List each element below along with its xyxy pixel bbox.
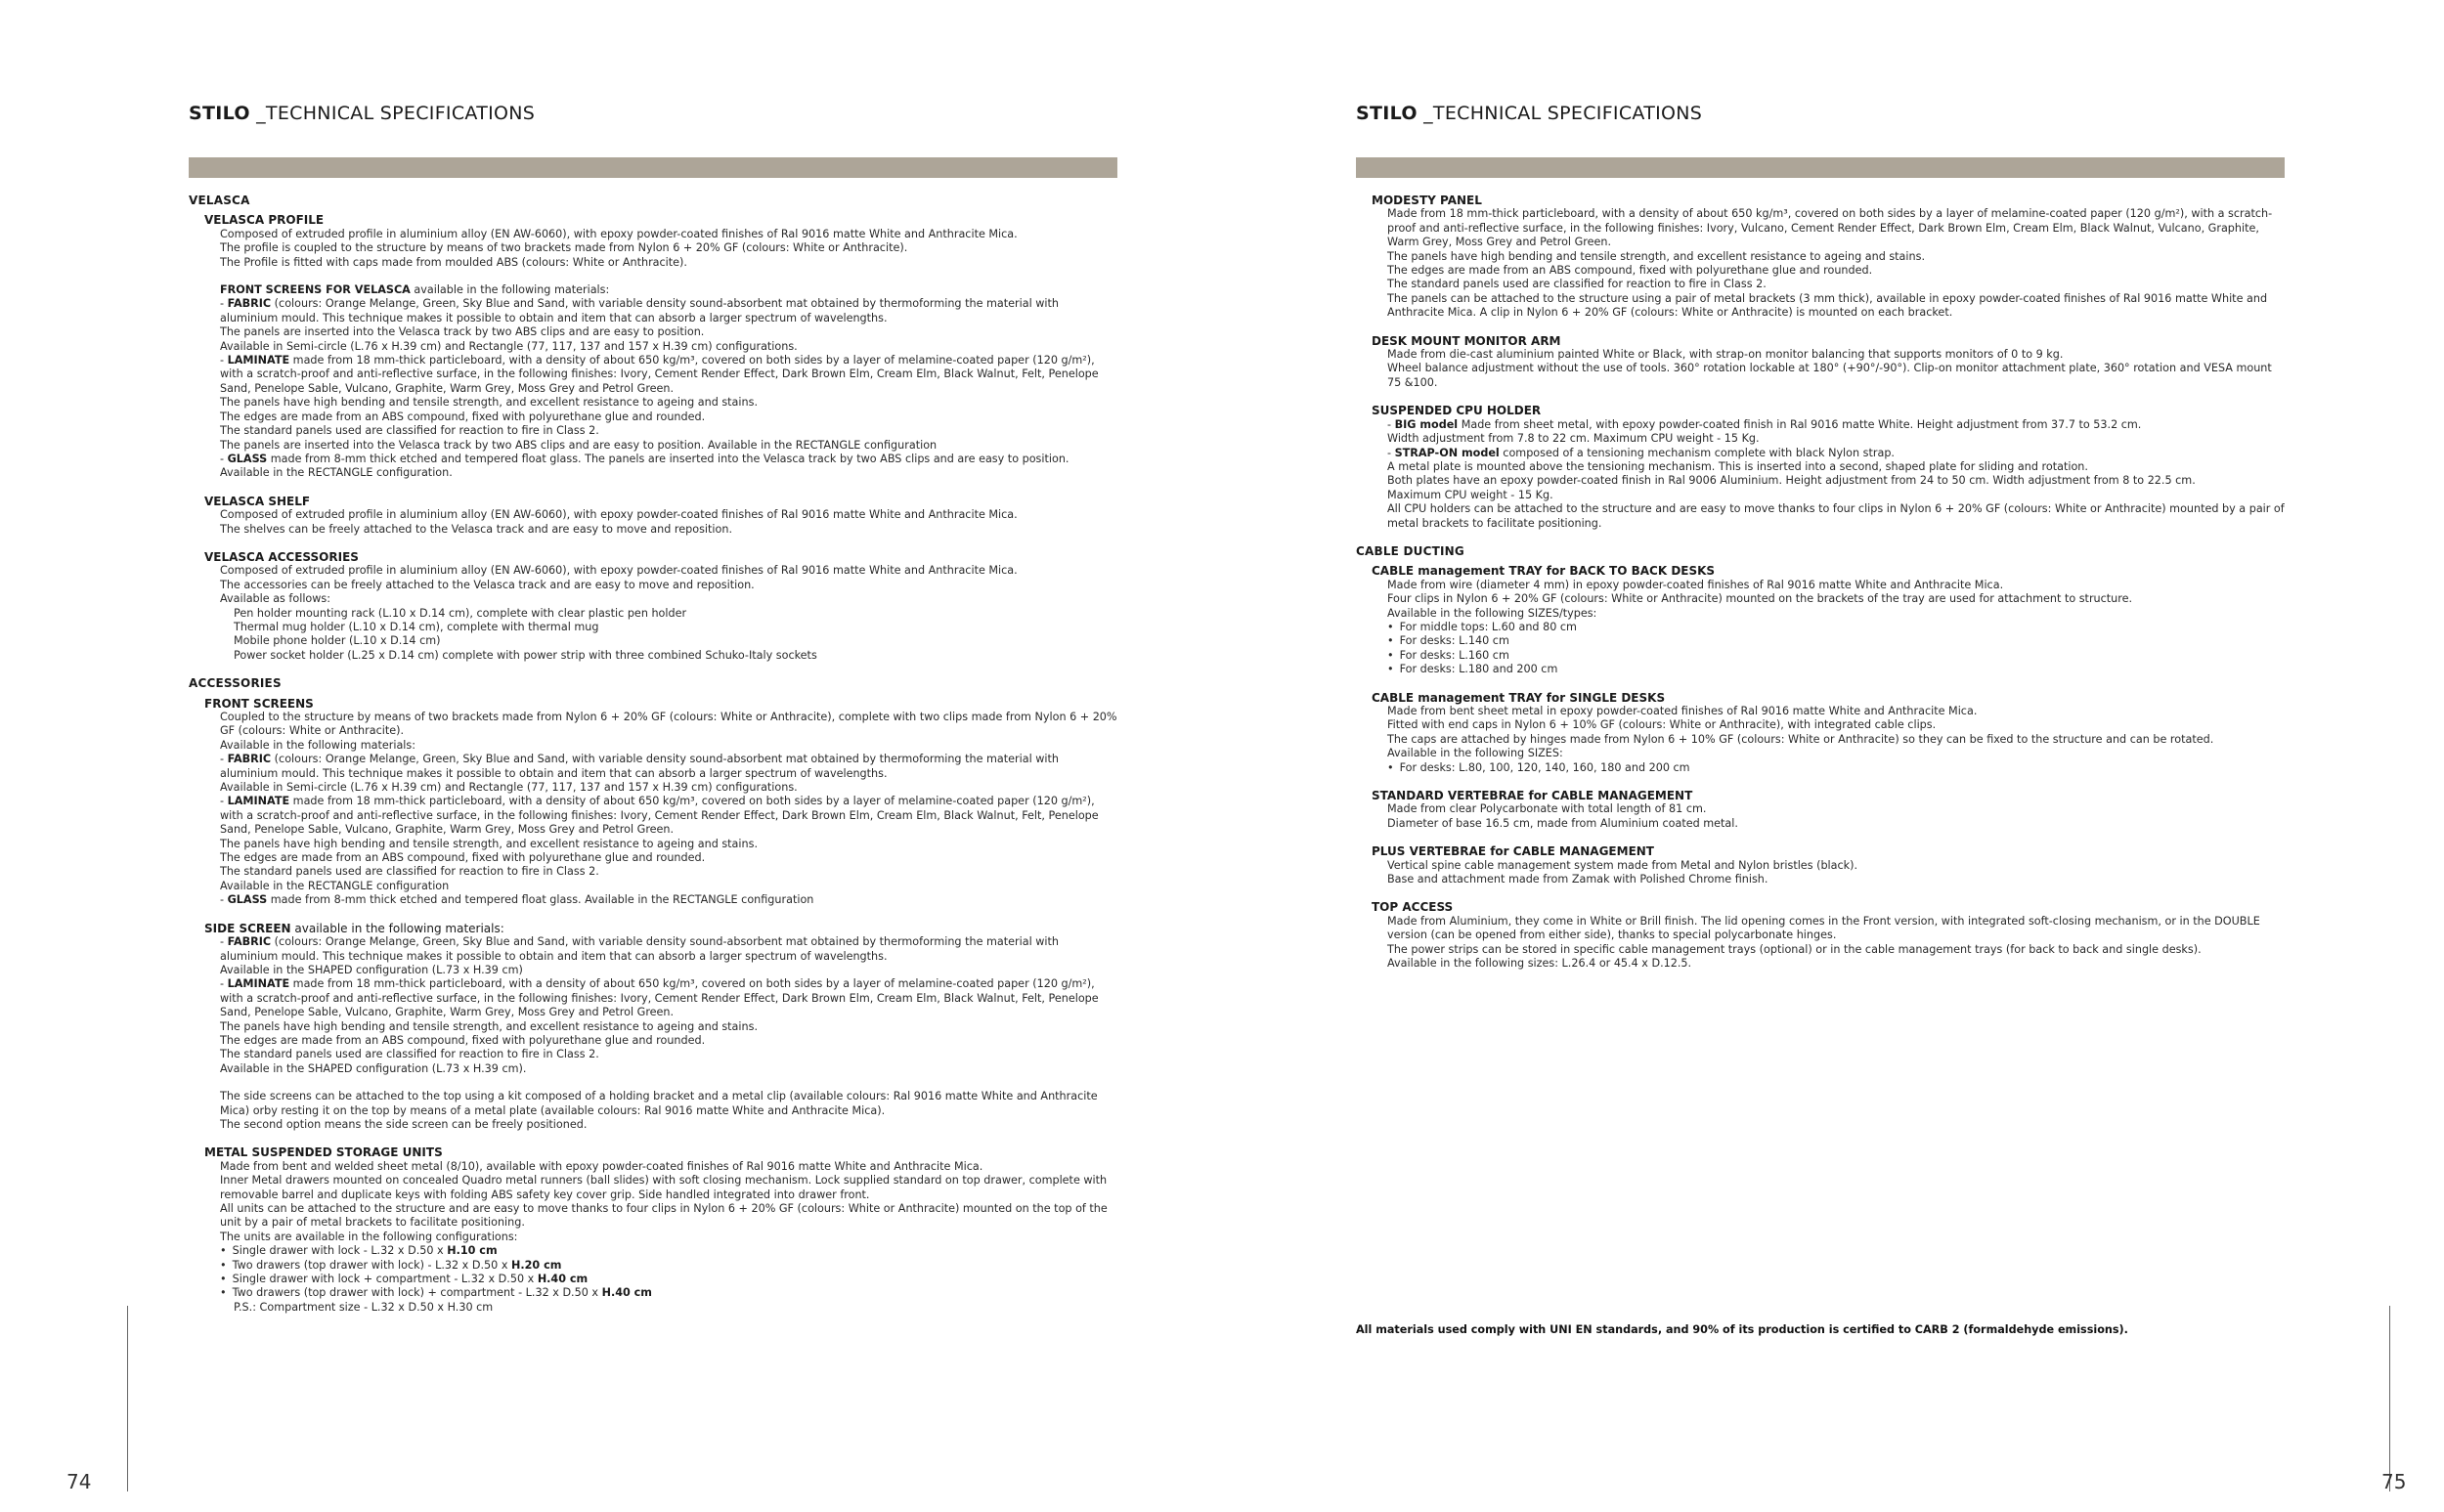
item-title-text: VELASCA SHELF xyxy=(204,494,311,508)
text-line: - LAMINATE made from 18 mm-thick particleboard, with a density of about 650 kg/m³, covered on both sides by a layer of melamine-coated paper (120 g/m²), with a scratch-proof and anti-reflective surface, in the following finishes: Ivory, Cement Render Effect, Dark Brown Elm, Cream Elm, Black Walnut, Felt, Penelope Sand, Penelope Sable, Vulcano, Graphite, Warm Grey, Moss Grey and Petrol Green. xyxy=(220,354,1099,395)
subsection-title-rest: available in the following materials: xyxy=(410,283,610,297)
list-item: Pen holder mounting rack (L.10 x D.14 cm), complete with clear plastic pen holder xyxy=(234,606,687,620)
text-line: - GLASS made from 8-mm thick etched and tempered float glass. The panels are inserted into the Velasca track by two ABS clips and are easy to position. Available in the RECTANGLE configuration. xyxy=(220,452,1069,480)
keyword: GLASS xyxy=(227,452,268,465)
section-title: ACCESSORIES xyxy=(189,676,282,691)
text-line: The accessories can be freely attached to the Velasca track and are easy to move and reposition. xyxy=(220,578,755,591)
text-line: The panels are inserted into the Velasca track by two ABS clips and are easy to position. Available in the RECTANGLE configuration xyxy=(220,438,938,452)
text-line: The panels have high bending and tensile strength, and excellent resistance to ageing and stains. xyxy=(1387,249,1926,263)
header-bar xyxy=(1356,157,2285,178)
item-body xyxy=(1387,348,2285,390)
text-line: A metal plate is mounted above the tensioning mechanism. This is inserted into a second, shaped plate for sliding and rotation. xyxy=(1387,459,2088,473)
text-line: The standard panels used are classified for reaction to fire in Class 2. xyxy=(220,865,599,879)
right-page xyxy=(1222,0,2444,1512)
item-title xyxy=(204,922,1117,935)
item-title: DESK MOUNT MONITOR ARM xyxy=(1372,333,1561,348)
keyword: FABRIC xyxy=(227,297,272,311)
text-line: Available in the following sizes: L.26.4 or 45.4 x D.12.5. xyxy=(1387,957,1692,971)
text-line: The profile is coupled to the structure by means of two brackets made from Nylon 6 + 20% GF (colours: White or Anthracite). xyxy=(220,241,908,255)
text-line: Made from wire (diameter 4 mm) in epoxy powder-coated finishes of Ral 9016 matte White and Anthracite Mica. xyxy=(1387,578,2004,591)
subsection-title-text: FRONT SCREENS FOR VELASCA xyxy=(220,283,411,297)
text-line: The second option means the side screen can be freely positioned. xyxy=(220,1117,588,1131)
text-line: Available in the SHAPED configuration (L.73 x H.39 cm). xyxy=(220,1061,527,1075)
text-line: Composed of extruded profile in aluminium alloy (EN AW-6060), with epoxy powder-coated finishes of Ral 9016 matte White and Anthracite Mica. xyxy=(220,564,1018,578)
right-content xyxy=(1356,194,2285,985)
list-item: • For desks: L.160 cm xyxy=(1387,649,2285,663)
text-line: - FABRIC (colours: Orange Melange, Green, Sky Blue and Sand, with variable density sound-absorbent mat obtained by thermoforming the material with aluminium mould. This technique makes it possible to obtain and item that can absorb a larger spectrum of wavelengths. xyxy=(220,753,1059,780)
item-title: MODESTY PANEL xyxy=(1372,194,1482,207)
text-line: Made from 18 mm-thick particleboard, with a density of about 650 kg/m³, covered on both sides by a layer of melamine-coated paper (120 g/m²), with a scratch-proof and anti-reflective surface, in the following finishes: Ivory, Vulcano, Cement Render Effect, Dark Brown Elm, Cream Elm, Black Walnut, Vulcano, Graphite, Warm Grey, Moss Grey and Petrol Green. xyxy=(1387,207,2273,249)
keyword: LAMINATE xyxy=(227,795,290,808)
keyword: GLASS xyxy=(227,893,268,907)
text-line: The edges are made from an ABS compound, fixed with polyurethane glue and rounded. xyxy=(220,851,706,865)
text-line: Wheel balance adjustment without the use of tools. 360° rotation lockable at 180° (+90°/-90°). Clip-on monitor attachment plate, 360° rotation and VESA mount 75 &100. xyxy=(1387,362,2272,389)
item-title: CABLE management TRAY for BACK TO BACK DESKS xyxy=(1372,564,1716,579)
item-title: STANDARD VERTEBRAE for CABLE MANAGEMENT xyxy=(1372,789,1693,803)
item-title xyxy=(204,697,1117,711)
item-title: PLUS VERTEBRAE for CABLE MANAGEMENT xyxy=(1372,844,1654,859)
text-line: The caps are attached by hinges made from Nylon 6 + 10% GF (colours: White or Anthracite) so they can be fixed to the structure and can be rotated. xyxy=(1387,732,2214,746)
text-line: Inner Metal drawers mounted on concealed Quadro metal runners (ball slides) with soft closing mechanism. Lock supplied standard on top drawer, complete with removable barrel and duplicate keys with folding ABS safety key cover grip. Side handled integrated into drawer front. xyxy=(220,1174,1108,1201)
text-line: The shelves can be freely attached to the Velasca track and are easy to move and reposition. xyxy=(220,522,733,536)
page-number: 74 xyxy=(66,1470,92,1493)
item-body xyxy=(220,1160,1117,1315)
item-body xyxy=(220,564,1117,663)
item-title xyxy=(204,495,1117,508)
text-line: The edges are made from an ABS compound, fixed with polyurethane glue and rounded. xyxy=(220,1033,706,1047)
text-line: The side screens can be attached to the top using a kit composed of a holding bracket and a metal clip (available colours: Ral 9016 matte White and Anthracite Mica) orby resting it on the top by means of a metal plate (available colours: Ral 9016 matte White and Anthracite Mica). xyxy=(220,1090,1098,1117)
item-body xyxy=(1387,579,2285,677)
text-line: Both plates have an epoxy powder-coated finish in Ral 9006 Aluminium. Height adjustment from 24 to 50 cm. Width adjustment from 8 to 22.5 cm. xyxy=(1387,474,2196,488)
text-line: Composed of extruded profile in aluminium alloy (EN AW-6060), with epoxy powder-coated finishes of Ral 9016 matte White and Anthracite Mica. xyxy=(220,227,1018,240)
text-line: The panels have high bending and tensile strength, and excellent resistance to ageing and stains. xyxy=(220,837,759,850)
standard-vertebrae xyxy=(1372,789,2285,831)
text-line: - BIG model Made from sheet metal, with epoxy powder-coated finish in Ral 9016 matte White. Height adjustment from 37.7 to 53.2 cm. xyxy=(1387,417,2142,431)
keyword: FABRIC xyxy=(227,935,272,949)
text-line: Four clips in Nylon 6 + 20% GF (colours: White or Anthracite) mounted on the brackets of the tray are used for attachment to structure. xyxy=(1387,592,2133,606)
list-item: Thermal mug holder (L.10 x D.14 cm), complete with thermal mug xyxy=(234,620,599,633)
modesty-panel xyxy=(1372,194,2285,321)
item-body xyxy=(220,228,1117,481)
keyword: LAMINATE xyxy=(227,977,290,991)
item-title xyxy=(204,213,1117,227)
list-item: • For desks: L.180 and 200 cm xyxy=(1387,663,2285,676)
list-item-text: Single drawer with lock - L.32 x D.50 x xyxy=(232,1244,448,1258)
subsection-title xyxy=(220,283,1117,297)
item-title-text: METAL SUSPENDED STORAGE UNITS xyxy=(204,1145,443,1160)
text-line: The units are available in the following configurations: xyxy=(220,1230,518,1243)
item-body xyxy=(220,711,1117,908)
text-line: - GLASS made from 8-mm thick etched and tempered float glass. Available in the RECTANGLE configuration xyxy=(220,893,814,907)
text-line: All units can be attached to the structure and are easy to move thanks to four clips in Nylon 6 + 20% GF (colours: White or Anthracite) mounted on the top of the unit by a pair of metal brackets to facilitate positioning. xyxy=(220,1202,1108,1230)
text-line: Width adjustment from 7.8 to 22 cm. Maximum CPU weight - 15 Kg. xyxy=(1387,432,1760,446)
section-title: CABLE DUCTING xyxy=(1356,543,1464,558)
spec-item xyxy=(204,495,1117,537)
text-line: Maximum CPU weight - 15 Kg. xyxy=(1387,488,1553,501)
text-line: Made from bent sheet metal in epoxy powder-coated finishes of Ral 9016 matte White and Anthracite Mica. xyxy=(1387,705,1978,717)
text-line: Coupled to the structure by means of two brackets made from Nylon 6 + 20% GF (colours: White or Anthracite), complete with two clips made from Nylon 6 + 20% GF (colours: White or Anthracite). xyxy=(220,711,1117,738)
item-title: SUSPENDED CPU HOLDER xyxy=(1372,404,1542,418)
text-line: Available in Semi-circle (L.76 x H.39 cm) and Rectangle (77, 117, 137 and 157 x H.39 cm) configurations. xyxy=(220,339,798,353)
text-line: Made from clear Polycarbonate with total length of 81 cm. xyxy=(1387,802,1707,816)
header-bar xyxy=(189,157,1117,178)
text-line: Vertical spine cable management system made from Metal and Nylon bristles (black). xyxy=(1387,858,1858,872)
text-line: The panels have high bending and tensile strength, and excellent resistance to ageing and stains. xyxy=(220,396,759,410)
footnote-line: P.S.: Compartment size - L.32 x D.50 x H.30 cm xyxy=(234,1300,494,1314)
list-item-text: Two drawers (top drawer with lock) + compartment - L.32 x D.50 x xyxy=(232,1286,602,1300)
text-line: The power strips can be stored in specific cable management trays (optional) or in the cable management trays (for back to back and single desks). xyxy=(1387,942,2202,956)
spec-item xyxy=(204,922,1117,1133)
list-item: • For middle tops: L.60 and 80 cm xyxy=(1387,621,2285,634)
item-title-text: VELASCA ACCESSORIES xyxy=(204,549,359,564)
section-title: VELASCA xyxy=(189,194,250,207)
margin-rule xyxy=(2389,1306,2390,1491)
keyword: LAMINATE xyxy=(227,354,290,367)
left-content xyxy=(189,194,1117,1328)
item-body xyxy=(1387,418,2285,531)
text-line: - LAMINATE made from 18 mm-thick particleboard, with a density of about 650 kg/m³, covered on both sides by a layer of melamine-coated paper (120 g/m²), with a scratch-proof and anti-reflective surface, in the following finishes: Ivory, Cement Render Effect, Dark Brown Elm, Cream Elm, Black Walnut, Felt, Penelope Sand, Penelope Sable, Vulcano, Graphite, Warm Grey, Moss Grey and Petrol Green. xyxy=(220,977,1099,1019)
page-header-title: STILO _TECHNICAL SPECIFICATIONS xyxy=(1356,103,1703,124)
text-line: Made from Aluminium, they come in White or Brill finish. The lid opening comes in the Front version, with integrated soft-closing mechanism, or in the DOUBLE version (can be opened from either side), thanks to special polycarbonate hinges. xyxy=(1387,914,2260,942)
item-title xyxy=(204,1145,1117,1159)
item-title: CABLE management TRAY for SINGLE DESKS xyxy=(1372,690,1666,705)
top-access xyxy=(1372,900,2285,971)
item-body xyxy=(1387,915,2285,972)
cpu-holder xyxy=(1372,404,2285,531)
cable-tray-single xyxy=(1372,691,2285,775)
item-body xyxy=(1387,859,2285,887)
spacer xyxy=(220,270,1117,283)
text-line: Made from bent and welded sheet metal (8/10), available with epoxy powder-coated finishes of Ral 9016 matte White and Anthracite Mica. xyxy=(220,1159,983,1173)
list-item-height: H.40 cm xyxy=(601,1286,652,1300)
text-line: All CPU holders can be attached to the structure and are easy to move thanks to four clips in Nylon 6 + 20% GF (colours: White or Anthracite) mounted by a pair of metal brackets to facilitate positioning. xyxy=(1387,502,2285,530)
item-title-rest: available in the following materials: xyxy=(290,921,504,935)
text-line: Available in the following SIZES/types: xyxy=(1387,606,1597,620)
spec-item xyxy=(204,550,1117,663)
text-line: - FABRIC (colours: Orange Melange, Green, Sky Blue and Sand, with variable density sound-absorbent mat obtained by thermoforming the material with aluminium mould. This technique makes it possible to obtain and item that can absorb a larger spectrum of wavelengths. xyxy=(220,935,1059,963)
text-line: Base and attachment made from Zamak with Polished Chrome finish. xyxy=(1387,873,1768,886)
list-item-height: H.40 cm xyxy=(537,1273,589,1286)
list-item-height: H.20 cm xyxy=(511,1258,562,1272)
text-line: The standard panels used are classified for reaction to fire in Class 2. xyxy=(220,1048,599,1061)
text-line: The edges are made from an ABS compound, fixed with polyurethane glue and rounded. xyxy=(1387,264,1873,278)
list-item: Power socket holder (L.25 x D.14 cm) complete with power strip with three combined Schuko-Italy sockets xyxy=(234,648,817,662)
page-number: 75 xyxy=(2381,1470,2407,1493)
list-item-text: Two drawers (top drawer with lock) - L.32 x D.50 x xyxy=(232,1258,511,1272)
item-title: TOP ACCESS xyxy=(1372,900,1454,915)
text-line: The panels are inserted into the Velasca track by two ABS clips and are easy to position. xyxy=(220,325,705,339)
text-line: The panels have high bending and tensile strength, and excellent resistance to ageing and stains. xyxy=(220,1019,759,1033)
list-item-height: H.10 cm xyxy=(447,1244,498,1258)
monitor-arm xyxy=(1372,334,2285,391)
text-line: The panels can be attached to the structure using a pair of metal brackets (3 mm thick), available in epoxy powder-coated finishes of Ral 9016 matte White and Anthracite Mica. A clip in Nylon 6 + 20% GF (colours: White or Anthracite) is mounted on each bracket. xyxy=(1387,291,2268,320)
item-body xyxy=(1387,802,2285,831)
text-line: Available in Semi-circle (L.76 x H.39 cm) and Rectangle (77, 117, 137 and 157 x H.39 cm) configurations. xyxy=(220,781,798,795)
item-body xyxy=(220,508,1117,537)
spec-item xyxy=(204,697,1117,908)
list-item xyxy=(220,1273,1117,1286)
text-line: Fitted with end caps in Nylon 6 + 10% GF (colours: White or Anthracite), with integrated cable clips. xyxy=(1387,718,1937,732)
text-line: - LAMINATE made from 18 mm-thick particleboard, with a density of about 650 kg/m³, covered on both sides by a layer of melamine-coated paper (120 g/m²), with a scratch-proof and anti-reflective surface, in the following finishes: Ivory, Cement Render Effect, Dark Brown Elm, Cream Elm, Black Walnut, Felt, Penelope Sand, Penelope Sable, Vulcano, Graphite, Warm Grey, Moss Grey and Petrol Green. xyxy=(220,795,1099,837)
margin-rule xyxy=(127,1306,128,1491)
list-item xyxy=(220,1286,1117,1300)
text-line: - STRAP-ON model composed of a tensioning mechanism complete with black Nylon strap. xyxy=(1387,446,1895,459)
item-title-text: FRONT SCREENS xyxy=(204,696,314,711)
item-body xyxy=(220,935,1117,1132)
plus-vertebrae xyxy=(1372,844,2285,886)
list-item xyxy=(220,1259,1117,1273)
text-line: The Profile is fitted with caps made from moulded ABS (colours: White or Anthracite). xyxy=(220,255,687,269)
text-line: The edges are made from an ABS compound, fixed with polyurethane glue and rounded. xyxy=(220,410,706,423)
text-line: Made from die-cast aluminium painted White or Black, with strap-on monitor balancing that supports monitors of 0 to 9 kg. xyxy=(1387,348,2064,362)
page-header-title: STILO _TECHNICAL SPECIFICATIONS xyxy=(189,103,536,124)
spec-item xyxy=(204,213,1117,480)
text-line: Diameter of base 16.5 cm, made from Aluminium coated metal. xyxy=(1387,816,1738,830)
list-item: • For desks: L.140 cm xyxy=(1387,634,2285,648)
item-title-text: SIDE SCREEN xyxy=(204,921,291,935)
list-item: • For desks: L.80, 100, 120, 140, 160, 180 and 200 cm xyxy=(1387,761,2285,775)
text-line: Available in the SHAPED configuration (L.73 x H.39 cm) xyxy=(220,963,523,976)
item-body xyxy=(1387,207,2285,320)
text-line: - FABRIC (colours: Orange Melange, Green, Sky Blue and Sand, with variable density sound-absorbent mat obtained by thermoforming the material with aluminium mould. This technique makes it possible to obtain and item that can absorb a larger spectrum of wavelengths. xyxy=(220,297,1059,324)
item-body xyxy=(1387,705,2285,775)
cable-tray-back-to-back xyxy=(1372,564,2285,676)
text-line: The standard panels used are classified for reaction to fire in Class 2. xyxy=(220,424,599,438)
spacer xyxy=(220,1076,1117,1090)
text-line: Available in the RECTANGLE configuration xyxy=(220,879,450,892)
text-line: Available as follows: xyxy=(220,592,331,606)
list-item-text: Single drawer with lock + compartment - L.32 x D.50 x xyxy=(232,1273,538,1286)
list-item xyxy=(220,1244,1117,1258)
text-line: Composed of extruded profile in aluminium alloy (EN AW-6060), with epoxy powder-coated finishes of Ral 9016 matte White and Anthracite Mica. xyxy=(220,508,1018,522)
compliance-footnote: All materials used comply with UNI EN standards, and 90% of its production is certified to CARB 2 (formaldehyde emissions). xyxy=(1356,1323,2128,1336)
spec-item xyxy=(204,1145,1117,1315)
text-line: The standard panels used are classified for reaction to fire in Class 2. xyxy=(1387,278,1767,291)
item-title-text: VELASCA PROFILE xyxy=(204,213,325,228)
keyword: FABRIC xyxy=(227,753,272,766)
item-title xyxy=(204,550,1117,564)
text-line: Available in the following materials: xyxy=(220,738,416,752)
text-line: Available in the following SIZES: xyxy=(1387,747,1563,760)
list-item: Mobile phone holder (L.10 x D.14 cm) xyxy=(234,634,441,648)
